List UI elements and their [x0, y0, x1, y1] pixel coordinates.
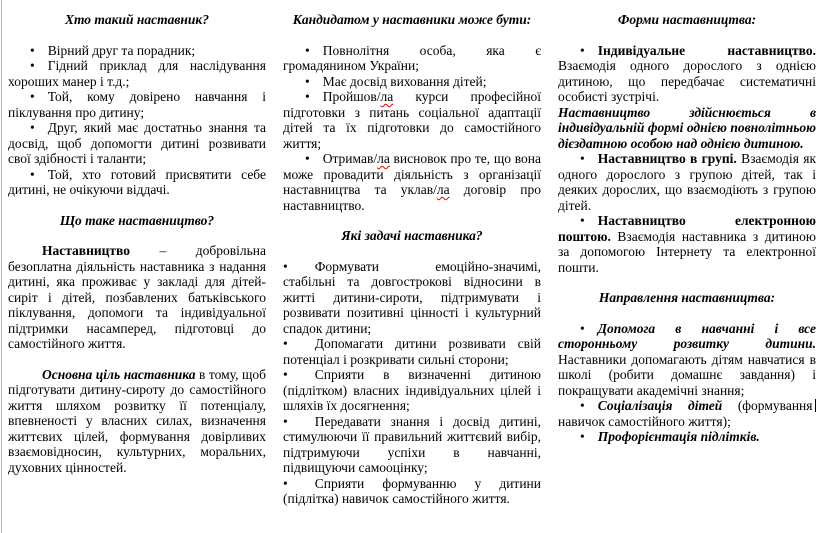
bullet-text: договір про наставництво. — [283, 182, 541, 213]
bullet-icon: • — [283, 413, 288, 429]
bullet-icon: • — [283, 367, 288, 382]
bullet-text: Допомагати дитини розвивати свій потенціал і розкривати сильні сторони; — [283, 336, 541, 367]
bullet-text: Гідний приклад для наслідування хороших манер і т.д.; — [8, 58, 266, 89]
spellcheck-underline: ла — [377, 151, 390, 166]
heading-mentor-tasks: Які задачі наставника? — [341, 228, 483, 243]
bullet-icon: • — [283, 258, 288, 274]
goal-term: Основна ціль наставника — [42, 366, 196, 382]
bullet-item — [558, 398, 816, 429]
bullet-text: висновок про те, що вона може провадити діяльність з організації наставництва та уклав/ — [283, 151, 541, 197]
bullet-icon: • — [580, 320, 585, 336]
bullet-item — [8, 89, 266, 120]
bullet-text: Має досвід виховання дітей; — [322, 73, 487, 89]
direction-name: Соціалізація дітей — [597, 398, 723, 413]
form-description: Взаємодія наставника з дитиною за допомогою Інтернету та електронної пошти. — [558, 228, 816, 275]
bullet-text: Передавати знання і досвід дитині, стимулюючи її правильний життєвий вибір, підтримуючи успіхи в навчанні, підвищуючи самооцінку; — [283, 413, 541, 475]
spellcheck-underline: ла — [380, 89, 394, 104]
bullet-item — [283, 336, 541, 367]
text-cursor — [815, 399, 817, 412]
form-name: Наставництво в групі. — [597, 151, 737, 166]
paragraph-mentoring-definition — [8, 243, 266, 352]
bullet-icon: • — [580, 151, 585, 166]
bullet-text: Той, хто готовий присвятити себе дитині, не очікуючи віддачі. — [8, 166, 266, 197]
direction-description: (формування — [722, 398, 813, 413]
column-1 — [8, 10, 266, 507]
bullet-item — [8, 120, 266, 167]
bullet-item — [558, 321, 816, 399]
bullet-icon: • — [30, 166, 35, 182]
bullet-text: Повнолітня особа, яка є громадянином України; — [283, 42, 541, 73]
bullet-item — [8, 43, 266, 59]
bullet-icon: • — [283, 475, 288, 491]
definition-term: Наставництво — [42, 243, 130, 258]
bullet-text: Друг, який має достатньо знання та досвід, щоб допомогти дитині розвивати свої здібності і таланти; — [8, 120, 266, 166]
bullet-item — [283, 367, 541, 414]
bullet-icon: • — [305, 42, 310, 58]
bullet-item — [283, 414, 541, 476]
bullet-item — [283, 259, 541, 337]
bullet-item — [283, 476, 541, 507]
bullet-icon: • — [283, 336, 288, 351]
form-name: Наставництво електронною поштою. — [558, 213, 816, 244]
heading-mentoring-directions: Направлення наставництва: — [598, 290, 776, 305]
bullet-item — [558, 151, 816, 213]
heading-who-is-a-mentor: Хто такий наставник? — [64, 12, 210, 27]
bullet-item — [283, 43, 541, 74]
bullet-icon: • — [580, 429, 585, 444]
bullet-icon: • — [580, 398, 585, 413]
direction-description: навичок самостійного життя); — [558, 413, 731, 429]
bullet-icon: • — [580, 42, 585, 58]
bullet-item — [558, 429, 816, 445]
bullet-text: курси професійної підготовки з питань соціальної адаптації дітей та їх підготовки до самостійного життя; — [283, 89, 541, 151]
heading-mentoring-forms: Форми наставництва: — [617, 12, 757, 27]
bullet-icon: • — [30, 42, 35, 58]
direction-name: Допомога в навчанні і все сторонньому розвитку дитини. — [558, 320, 816, 351]
bullet-item — [8, 58, 266, 89]
bullet-icon: • — [30, 89, 35, 104]
bullet-text: Той, кому довірено навчання і піклування про дитину; — [8, 89, 266, 120]
bullet-item — [8, 167, 266, 198]
bullet-text: Формувати емоційно-значимі, стабільні та довгострокові відносини в житті дитини-сироти, підтримувати і розвивати позитивні цінності і культурний спадок дитини; — [283, 258, 541, 336]
bullet-item — [283, 89, 541, 151]
bullet-item — [283, 74, 541, 90]
definition-text: – добровільна безоплатна діяльність наставника з надання дитині, яка проживає у закладі для дітей-сиріт і дітей, позбавлених батьківського піклування, допомоги та індивідуальної підтримки насамперед, підготовці до самостійного життя. — [8, 243, 266, 351]
bullet-text: Пройшов/ — [322, 89, 381, 104]
page-edge-line — [1, 0, 2, 533]
paragraph-mentor-main-goal — [8, 367, 266, 476]
bullet-icon: • — [305, 73, 310, 89]
spellcheck-underline: ла — [436, 182, 450, 197]
paragraph-individual-form-note: Наставництво здійснюється в індивідуальній формі однією повнолітньою дієздатною особою над однією дитиною. — [558, 104, 816, 151]
bullet-text: Отримав/ — [322, 151, 378, 166]
column-3 — [558, 10, 816, 507]
form-description: Взаємодія одного дорослого з однією дитиною, що передбачає систематичні особисті зустрічі. — [558, 58, 816, 104]
form-description: Взаємодія як одного дорослого з групою дітей, так і деяких дорослих, що взаємодіють з групою дітей. — [558, 151, 817, 213]
goal-text: в тому, щоб підготувати дитину-сироту до самостійного життя шляхом розвитку її потенціалу, впевненості у власних силах, визначення життєвих цілей, формування довірливих взаємовідносин, культурних, моральних, духовних цінностей. — [8, 366, 266, 475]
bullet-item — [558, 43, 816, 105]
bullet-icon: • — [305, 151, 310, 166]
bullet-text: Вірний друг та порадник; — [47, 42, 196, 58]
direction-description: Наставники допомагають дітям навчатися в школі (робити домашнє завдання) і покращувати академічні знання; — [558, 351, 816, 398]
heading-candidate-requirements: Кандидатом у наставники може бути: — [292, 12, 532, 27]
heading-what-is-mentoring: Що таке наставництво? — [59, 212, 215, 228]
bullet-text: Сприяти в визначенні дитиною (підлітком) власних індивідуальних цілей і шляхів їх досягнення; — [283, 367, 541, 413]
direction-name: Профорієнтація підлітків. — [597, 429, 760, 444]
bullet-icon: • — [580, 213, 585, 228]
bullet-item — [558, 213, 816, 275]
bullet-icon: • — [30, 58, 35, 73]
column-2 — [283, 10, 541, 507]
form-name: Індивідуальне наставництво. — [597, 42, 816, 58]
bullet-item — [283, 151, 541, 213]
bullet-text: Сприяти формуванню у дитини (підлітка) навичок самостійного життя. — [283, 475, 541, 506]
bullet-icon: • — [30, 120, 35, 135]
bullet-icon: • — [305, 89, 310, 104]
